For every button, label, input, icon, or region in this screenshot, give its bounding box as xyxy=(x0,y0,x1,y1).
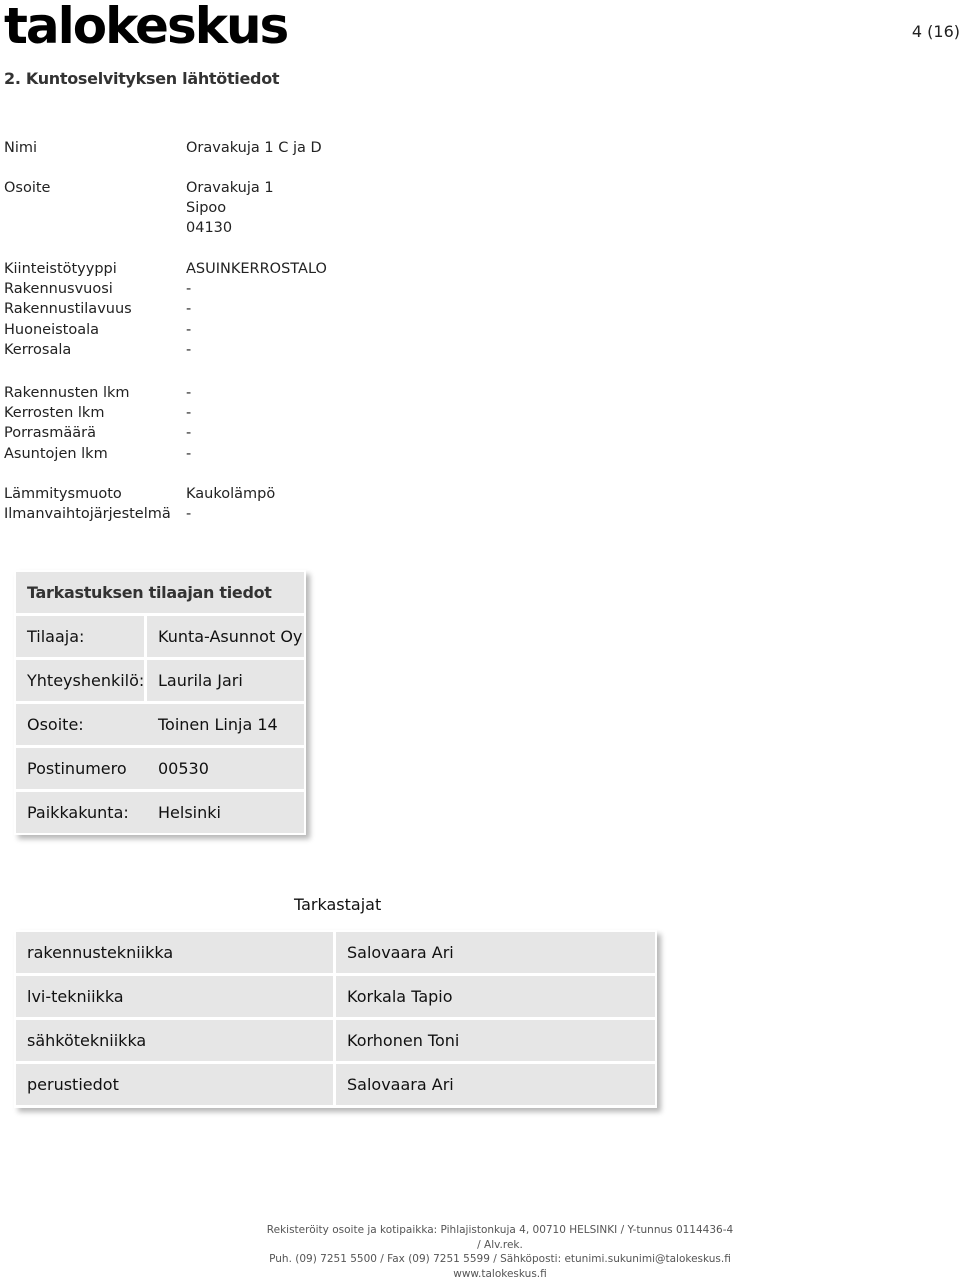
tarkastaja-field: lvi-tekniikka xyxy=(16,976,333,1017)
osoite-line-2: Sipoo xyxy=(186,198,226,218)
tilaaja-title: Tarkastuksen tilaajan tiedot xyxy=(16,572,304,613)
info-label: Lämmitysmuoto xyxy=(4,484,122,504)
nimi-value: Oravakuja 1 C ja D xyxy=(186,138,322,158)
footer-registered-address: Rekisteröity osoite ja kotipaikka: Pihlajistonkuja 4, 00710 HELSINKI / Y-tunnus 0114436-4 / Alv.rek. xyxy=(265,1223,735,1252)
footer-contact: Puh. (09) 7251 5500 / Fax (09) 7251 5599 / Sähköposti: etunimi.sukunimi@talokeskus.fi xyxy=(265,1252,735,1267)
info-value: - xyxy=(186,299,191,319)
talokeskus-logo: talokeskus xyxy=(4,0,287,56)
info-label: Ilmanvaihtojärjestelmä xyxy=(4,504,171,524)
info-value: - xyxy=(186,383,191,403)
info-label: Kiinteistötyyppi xyxy=(4,259,117,279)
tilaaja-osoite-value: Toinen Linja 14 xyxy=(158,715,278,734)
postinumero-value: 00530 xyxy=(158,759,209,778)
tarkastaja-field: sähkötekniikka xyxy=(16,1020,333,1061)
info-label: Porrasmäärä xyxy=(4,423,96,443)
info-label: Asuntojen lkm xyxy=(4,444,108,464)
paikkakunta-row xyxy=(16,792,304,833)
tarkastajat-table xyxy=(14,930,657,1108)
info-value: - xyxy=(186,320,191,340)
tarkastaja-name: Korkala Tapio xyxy=(336,976,655,1017)
info-value: ASUINKERROSTALO xyxy=(186,259,327,279)
tilaaja-table xyxy=(14,570,306,835)
info-label: Rakennusvuosi xyxy=(4,279,113,299)
info-value: - xyxy=(186,403,191,423)
tarkastaja-name: Korhonen Toni xyxy=(336,1020,655,1061)
tilaaja-osoite-row xyxy=(16,704,304,745)
yhteyshenkilo-label: Yhteyshenkilö: xyxy=(16,660,144,701)
tilaaja-osoite-label: Osoite: xyxy=(27,715,84,734)
info-label: Rakennustilavuus xyxy=(4,299,132,319)
osoite-line-1: Oravakuja 1 xyxy=(186,178,274,198)
info-value: - xyxy=(186,423,191,443)
postinumero-row xyxy=(16,748,304,789)
postinumero-label: Postinumero xyxy=(27,759,127,778)
footer xyxy=(265,1223,735,1281)
paikkakunta-label: Paikkakunta: xyxy=(27,803,129,822)
info-label: Huoneistoala xyxy=(4,320,99,340)
nimi-label: Nimi xyxy=(4,138,37,158)
info-value: - xyxy=(186,504,191,524)
tilaaja-label: Tilaaja: xyxy=(16,616,144,657)
paikkakunta-value: Helsinki xyxy=(158,803,221,822)
tarkastaja-name: Salovaara Ari xyxy=(336,1064,655,1105)
osoite-label: Osoite xyxy=(4,178,50,198)
page-number: 4 (16) xyxy=(912,22,960,41)
footer-website[interactable]: www.talokeskus.fi xyxy=(265,1267,735,1281)
info-label: Kerrosten lkm xyxy=(4,403,104,423)
section-title: 2. Kuntoselvityksen lähtötiedot xyxy=(4,69,279,88)
info-value: Kaukolämpö xyxy=(186,484,275,504)
info-value: - xyxy=(186,279,191,299)
tarkastajat-title: Tarkastajat xyxy=(294,895,381,914)
info-label: Kerrosala xyxy=(4,340,71,360)
info-label: Rakennusten lkm xyxy=(4,383,130,403)
info-value: - xyxy=(186,444,191,464)
yhteyshenkilo-value: Laurila Jari xyxy=(147,660,304,701)
tilaaja-value: Kunta-Asunnot Oy xyxy=(147,616,304,657)
info-value: - xyxy=(186,340,191,360)
tarkastaja-field: perustiedot xyxy=(16,1064,333,1105)
tarkastaja-name: Salovaara Ari xyxy=(336,932,655,973)
tarkastaja-field: rakennustekniikka xyxy=(16,932,333,973)
osoite-line-3: 04130 xyxy=(186,218,232,238)
